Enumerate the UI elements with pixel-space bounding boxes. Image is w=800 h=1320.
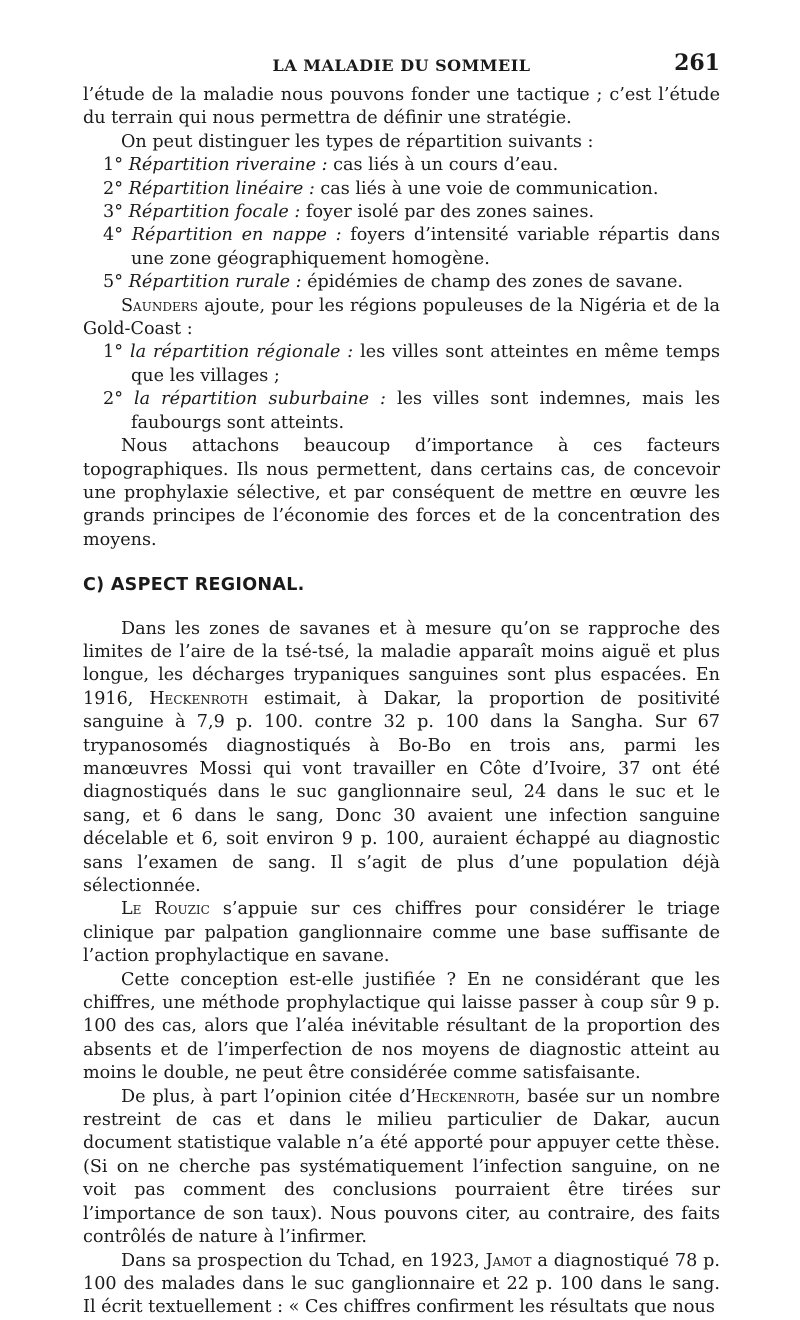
list-item: 5° Répartition rurale : épidémies de champ des zones de savane. <box>103 272 683 293</box>
list-item: 4° Répartition en nappe : foyers d’intensité variable répartis dans une zone géographiquement homogène. <box>103 225 721 269</box>
paragraph-saunders: Saunders ajoute, pour les régions populeuses de la Nigéria et de la Gold-Coast : <box>83 295 720 340</box>
author-name: Le Rouzic <box>121 899 210 920</box>
author-name: Saunders <box>121 295 198 316</box>
paragraph-types: On peut distinguer les types de répartition suivants : <box>121 131 594 152</box>
author-name: Heckenroth <box>415 1086 515 1107</box>
running-title: LA MALADIE DU SOMMEIL <box>272 56 531 75</box>
repartition-list <box>83 154 720 294</box>
page-number: 261 <box>674 50 720 76</box>
paragraph-tchad: Dans sa prospection du Tchad, en 1923, Jamot a diagnostiqué 78 p. 100 des malades dans le suc ganglionnaire et 22 p. 100 dans le sang. Il écrit textuellement : « Ces chiffres confirment les résultats que nous <box>83 1250 720 1318</box>
section-heading: C) ASPECT REGIONAL. <box>83 575 305 596</box>
paragraph-lerouzic: Le Rouzic s’appuie sur ces chiffres pour considérer le triage clinique par palpation ganglionnaire comme une base suffisante de l’action prophylactique en savane. <box>83 899 720 967</box>
paragraph-deplus: De plus, à part l’opinion citée d’Heckenroth, basée sur un nombre restreint de cas et dans le milieu particulier de Dakar, aucun document statistique valable n’a été apporté pour appuyer cette thèse. (Si on ne cherche pas systématiquement l’infection sanguine, on ne voit pas comment des conclusions pourraient être tirées sur l’importance de son taux). Nous pouvons citer, au contraire, des faits contrôlés de nature à l’infirmer. <box>83 1086 720 1248</box>
body-text <box>83 84 720 1320</box>
paragraph-conception: Cette conception est-elle justifiée ? En ne considérant que les chiffres, une méthode prophylactique qui laisse passer à coup sûr 9 p. 100 des cas, alors que l’aléa inévitable résultant de la proportion des absents et de l’imperfection de nos moyens de diagnostic atteint au moins le double, ne peut être considérée comme satisfaisante. <box>83 969 720 1084</box>
list-item: 1° la répartition régionale : les villes sont atteintes en même temps que les villages ; <box>103 342 720 386</box>
list-item: 3° Répartition focale : foyer isolé par des zones saines. <box>103 202 595 223</box>
list-item: 2° la répartition suburbaine : les villes sont indemnes, mais les faubourgs sont atteints. <box>103 389 721 433</box>
page-header <box>83 40 720 84</box>
paragraph-importance: Nous attachons beaucoup d’importance à ces facteurs topographiques. Ils nous permettent, dans certains cas, de concevoir une prophylaxie sélective, et par conséquent de mettre en œuvre les grands principes de l’économie des forces et de la concentration des moyens. <box>83 436 720 550</box>
saunders-list <box>83 341 720 435</box>
author-name: Jamot <box>485 1250 532 1271</box>
paragraph-intro: l’étude de la maladie nous pouvons fonder une tactique ; c’est l’étude du terrain qui nous permettra de définir une stratégie. <box>83 85 720 129</box>
list-item: 2° Répartition linéaire : cas liés à une voie de communication. <box>103 178 659 199</box>
list-item: 1° Répartition riveraine : cas liés à un cours d’eau. <box>103 155 559 176</box>
author-name: Heckenroth <box>149 688 249 709</box>
paragraph-regional: Dans les zones de savanes et à mesure qu’on se rapproche des limites de l’aire de la tsé-tsé, la maladie apparaît moins aiguë et plus longue, les décharges trypaniques sanguines sont plus espacées. En 1916, Heckenroth estimait, à Dakar, la proportion de positivité sanguine à 7,9 p. 100. contre 32 p. 100 dans la Sangha. Sur 67 trypanosomés diagnostiqués à Bo-Bo en trois ans, parmi les manœuvres Mossi qui vont travailler en Côte d’Ivoire, 37 ont été diagnostiqués dans le suc ganglionnaire seul, 24 dans le suc et le sang, et 6 dans le sang, Donc 30 avaient une infection sanguine décelable et 6, soit environ 9 p. 100, auraient échappé au diagnostic sans l’examen de sang. Il s’agit de plus d’une population déjà sélectionnée. <box>83 618 721 896</box>
book-page <box>83 40 720 1320</box>
